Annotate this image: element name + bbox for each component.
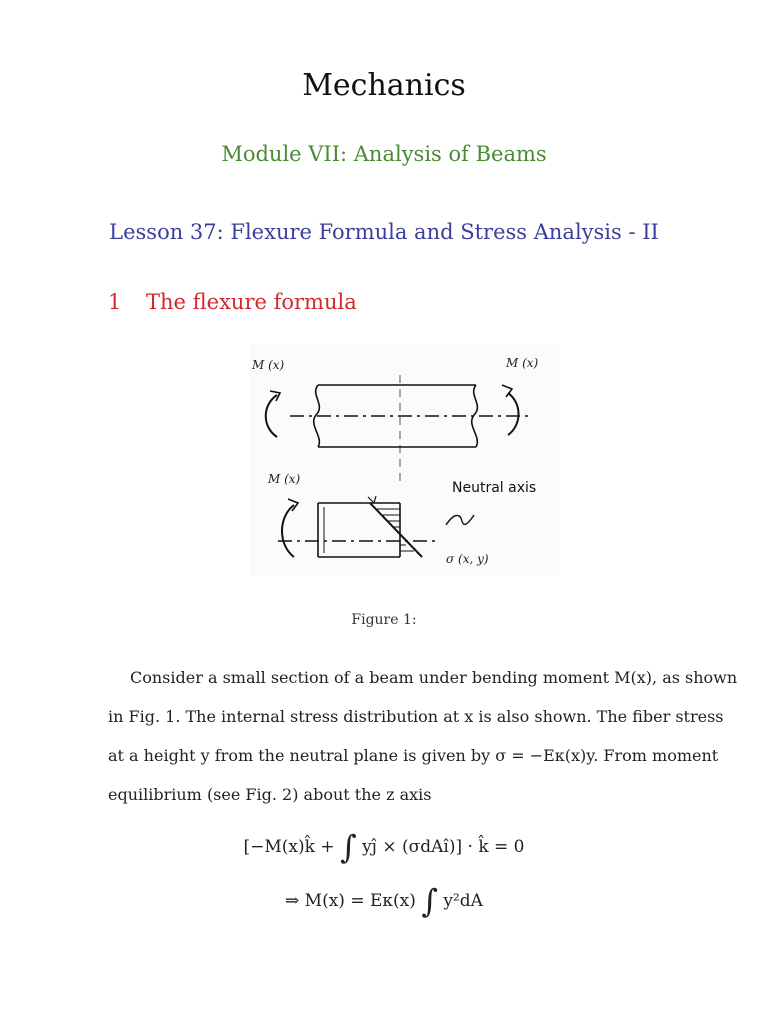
body-paragraph — [108, 658, 738, 814]
equation-1-left: [−M(x)k̂ + — [243, 837, 335, 857]
moment-equilibrium-equation — [0, 828, 768, 866]
neutral-axis-label: Neutral axis — [452, 480, 537, 496]
moment-label-left-top: M (x) — [252, 358, 285, 372]
paragraph-line: Consider a small section of a beam under bending moment M(x), as shown — [130, 668, 738, 687]
integral-sign: ∫ — [340, 828, 357, 866]
beam-bending-figure — [250, 345, 560, 575]
section-title: The flexure formula — [146, 290, 357, 314]
moment-curvature-equation — [0, 882, 768, 920]
figure-caption: Figure 1: — [351, 612, 417, 628]
paragraph-line: in Fig. 1. The internal stress distribution at x is also shown. The fiber stress — [108, 707, 724, 726]
equation-2-left: ⇒ M(x) = Eκ(x) — [285, 891, 416, 911]
equation-1-right: yĵ × (σdAî)] · k̂ = 0 — [362, 837, 525, 857]
document-title: Mechanics — [302, 68, 466, 103]
section-number: 1 — [108, 290, 122, 314]
stress-label: σ (x, y) — [446, 552, 489, 566]
paragraph-line: at a height y from the neutral plane is given by σ = −Eκ(x)y. From moment — [108, 746, 719, 765]
moment-label-right-top: M (x) — [506, 356, 539, 370]
moment-label-bottom: M (x) — [268, 472, 301, 486]
module-heading: Module VII: Analysis of Beams — [221, 142, 547, 166]
lesson-heading: Lesson 37: Flexure Formula and Stress Analysis - II — [109, 220, 659, 244]
section-heading — [108, 290, 357, 314]
integral-sign: ∫ — [421, 882, 438, 920]
paragraph-line: equilibrium (see Fig. 2) about the z axis — [108, 785, 432, 804]
equation-2-right: y²dA — [443, 891, 483, 911]
